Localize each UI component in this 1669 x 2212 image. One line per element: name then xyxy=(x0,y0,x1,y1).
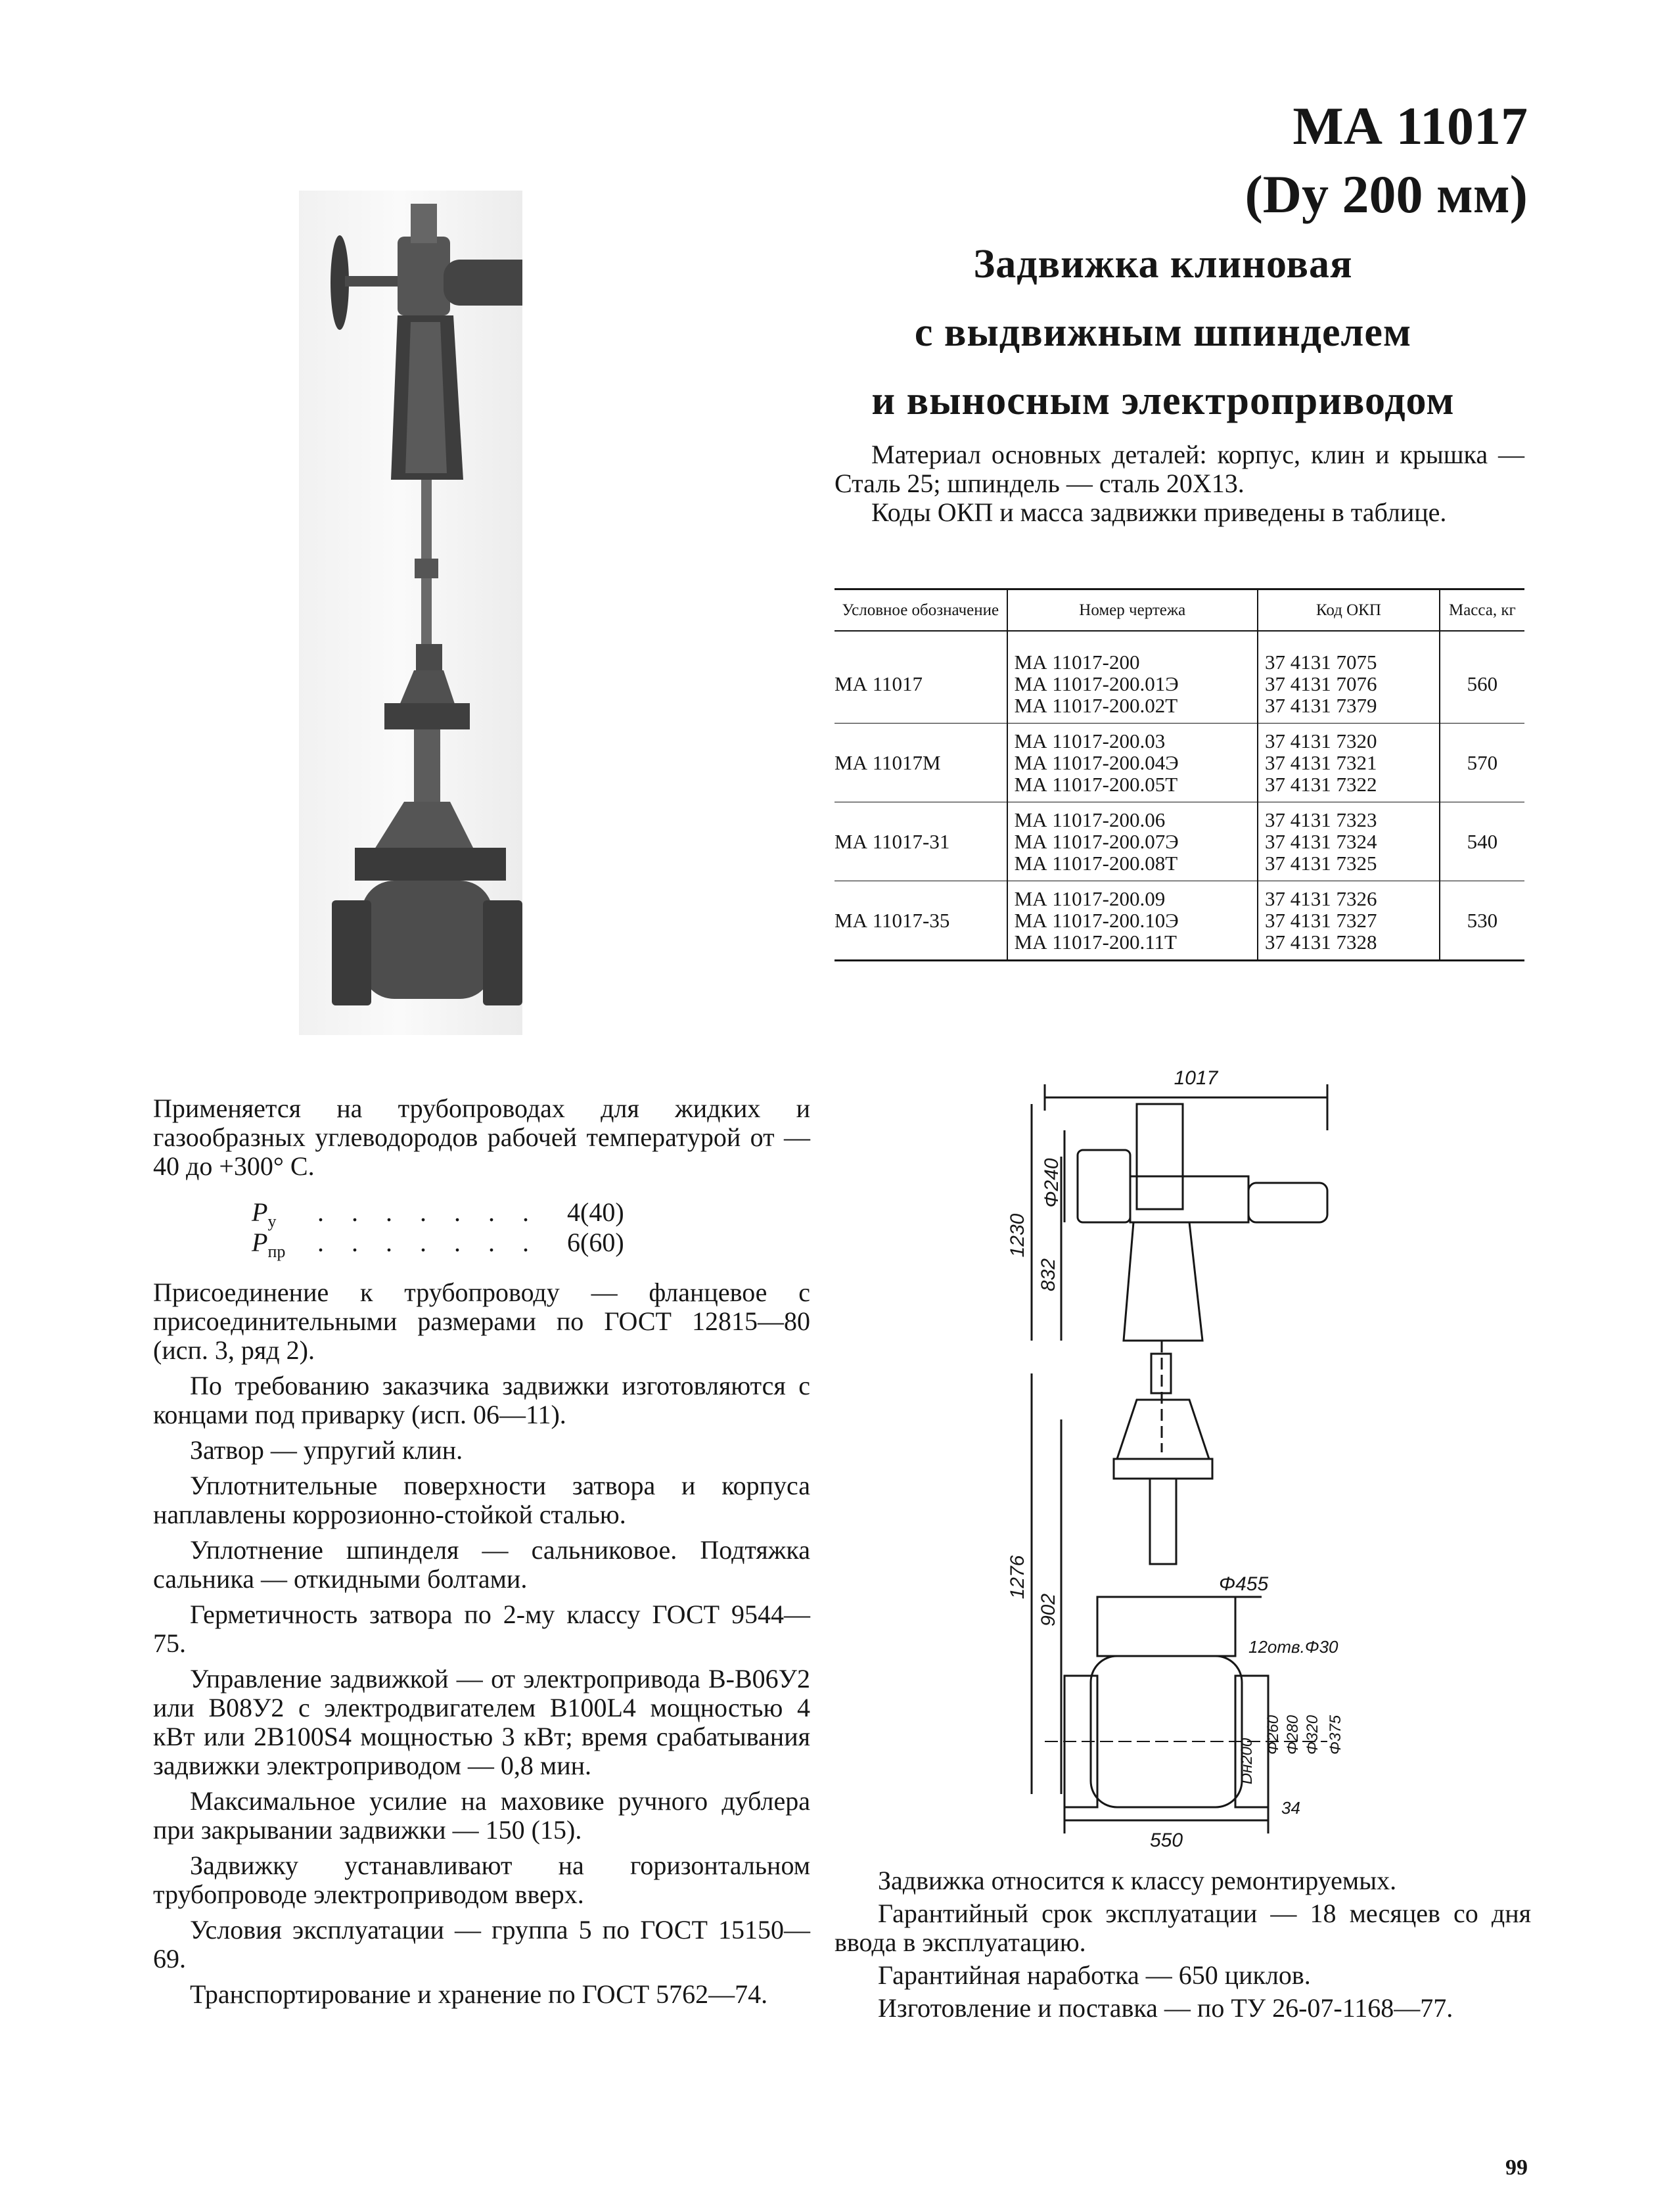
drawing-number: МА 11017-200.07Э xyxy=(1014,830,1179,853)
dim-label-d280: Φ280 xyxy=(1284,1715,1302,1755)
actuator-body xyxy=(1130,1176,1248,1222)
title-line-2: с выдвижным шпинделем xyxy=(914,310,1412,355)
table-row xyxy=(834,802,1524,881)
dim-label-902: 902 xyxy=(1038,1593,1059,1627)
connection-paragraph: Присоединение к трубопроводу — фланцевое с присоединительными размерами по ГОСТ 12815—80 (исп. 3, ряд 2). xyxy=(153,1278,810,1365)
cell-codes xyxy=(1258,881,1440,961)
nominal-diameter: (Dу 200 мм) xyxy=(1245,164,1528,224)
title-line-1: Задвижка клиновая xyxy=(973,242,1353,287)
drawing-number: МА 11017-200.01Э xyxy=(1014,672,1179,695)
cell-designation: МА 11017М xyxy=(834,724,1007,802)
tightness-paragraph: Герметичность затвора по 2-му классу ГОСТ 9544—75. xyxy=(153,1600,810,1658)
dim-label-832: 832 xyxy=(1038,1258,1059,1292)
page-number: 99 xyxy=(1505,2155,1528,2180)
okp-code: 37 4131 7321 xyxy=(1264,751,1377,774)
dim-label-d320: Φ320 xyxy=(1304,1715,1321,1755)
gland-shape xyxy=(1150,1479,1176,1564)
drawing-number: МА 11017-200.05Т xyxy=(1014,773,1178,796)
leader-dots: . . . . . . . xyxy=(317,1197,539,1227)
welding-ends-paragraph: По требованию заказчика задвижки изготовляются с концами под приварку (исп. 06—11). xyxy=(153,1371,810,1429)
yoke-flange xyxy=(1114,1459,1212,1479)
table-row xyxy=(834,881,1524,961)
materials-paragraph: Материал основных деталей: корпус, клин и крышка — Сталь 25; шпиндель — сталь 20Х13. xyxy=(834,440,1524,498)
stem-seal-paragraph: Уплотнение шпинделя — сальниковое. Подтяжка сальника — откидными болтами. xyxy=(153,1535,810,1594)
drawing-number: МА 11017-200.08Т xyxy=(1014,852,1178,875)
cell-drawings xyxy=(1007,881,1258,961)
col-header-designation: Условное обозначение xyxy=(834,589,1007,632)
cycles-paragraph: Гарантийная наработка — 650 циклов. xyxy=(878,1960,1311,1990)
dim-label-d260: Φ260 xyxy=(1264,1715,1282,1755)
body-shape xyxy=(1091,1656,1242,1807)
pressure-py xyxy=(252,1197,810,1231)
py-value: 4(40) xyxy=(567,1197,624,1227)
okp-code: 37 4131 7325 xyxy=(1264,852,1377,875)
cell-drawings xyxy=(1007,724,1258,802)
okp-code: 37 4131 7328 xyxy=(1264,931,1377,954)
cell-drawings xyxy=(1007,802,1258,881)
valve-photo-illustration xyxy=(299,191,522,1035)
bonnet-shape xyxy=(1097,1597,1235,1656)
yoke-shape xyxy=(1117,1400,1209,1459)
motor-shape xyxy=(1248,1183,1327,1222)
cell-mass: 540 xyxy=(1440,802,1524,881)
dim-label-1276: 1276 xyxy=(1007,1555,1028,1600)
cell-codes xyxy=(1258,631,1440,724)
repairable-paragraph: Задвижка относится к классу ремонтируемых. xyxy=(878,1866,1397,1895)
intro-section xyxy=(834,440,1524,527)
cell-mass: 570 xyxy=(1440,724,1524,802)
left-column xyxy=(153,1094,810,2016)
col-header-okp: Код ОКП xyxy=(1258,589,1440,632)
dim-label-holes: 12отв.Φ30 xyxy=(1248,1637,1338,1657)
transport-paragraph: Транспортирование и хранение по ГОСТ 5762—74. xyxy=(190,1979,768,2009)
warranty-paragraph: Гарантийный срок эксплуатации — 18 месяцев со дня ввода в эксплуатацию. xyxy=(834,1899,1531,1957)
dim-label-550: 550 xyxy=(1149,1830,1183,1851)
ppr-symbol: $P_{пр}$ xyxy=(252,1228,286,1261)
cell-designation: МА 11017-35 xyxy=(834,881,1007,961)
okp-code: 37 4131 7327 xyxy=(1264,909,1377,932)
cell-mass: 560 xyxy=(1440,631,1524,724)
okp-code: 37 4131 7075 xyxy=(1264,651,1377,674)
right-column xyxy=(834,1866,1531,2027)
drawing-number: МА 11017-200 xyxy=(1014,651,1140,674)
spec-table xyxy=(834,588,1524,961)
py-symbol: $P_у$ xyxy=(252,1197,277,1231)
ppr-value: 6(60) xyxy=(567,1228,624,1257)
operating-conditions-paragraph: Условия эксплуатации — группа 5 по ГОСТ 15150—69. xyxy=(153,1915,810,1973)
okp-code: 37 4131 7379 xyxy=(1264,694,1377,717)
application-paragraph: Применяется на трубопроводах для жидких и газообразных углеводородов рабочей температурой от —40 до +300° С. xyxy=(153,1094,810,1181)
okp-code: 37 4131 7322 xyxy=(1264,773,1377,796)
valve-photo xyxy=(299,191,522,1035)
pressure-list xyxy=(252,1197,810,1261)
col-header-drawing: Номер чертежа xyxy=(1007,589,1258,632)
dim-label-34: 34 xyxy=(1281,1798,1300,1818)
drawing-number: МА 11017-200.09 xyxy=(1014,887,1166,910)
cell-drawings xyxy=(1007,631,1258,724)
drawing-number: МА 11017-200.04Э xyxy=(1014,751,1179,774)
leader-dots: . . . . . . . xyxy=(317,1228,539,1257)
sealing-surfaces-paragraph: Уплотнительные поверхности затвора и корпуса наплавлены коррозионно-стойкой сталью. xyxy=(153,1471,810,1529)
handwheel-shape xyxy=(1078,1150,1130,1222)
okp-code: 37 4131 7324 xyxy=(1264,830,1377,853)
okp-code: 37 4131 7320 xyxy=(1264,729,1377,752)
dim-label-d455: Φ455 xyxy=(1219,1573,1269,1595)
max-force-paragraph: Максимальное усилие на маховике ручного дублера при закрывании задвижки — 150 (15). xyxy=(153,1786,810,1845)
gate-paragraph: Затвор — упругий клин. xyxy=(190,1435,463,1465)
table-row xyxy=(834,631,1524,724)
manufacture-paragraph: Изготовление и поставка — по ТУ 26-07-1168—77. xyxy=(878,1993,1453,2023)
cell-mass: 530 xyxy=(1440,881,1524,961)
actuator-housing xyxy=(1137,1104,1183,1209)
model-number: МА 11017 xyxy=(1292,96,1528,156)
dim-label-d375: Φ375 xyxy=(1327,1715,1344,1755)
title-line-3: и выносным электроприводом xyxy=(871,379,1455,423)
cell-designation: МА 11017 xyxy=(834,631,1007,724)
cell-codes xyxy=(1258,802,1440,881)
drawing-number: МА 11017-200.03 xyxy=(1014,729,1166,752)
table-row xyxy=(834,724,1524,802)
dim-label-dn200: Dн200 xyxy=(1238,1738,1256,1785)
installation-paragraph: Задвижку устанавливают на горизонтальном трубопроводе электроприводом вверх. xyxy=(153,1851,810,1909)
okp-code: 37 4131 7323 xyxy=(1264,808,1377,831)
dim-label-1017: 1017 xyxy=(1174,1067,1218,1089)
document-header xyxy=(1245,92,1528,229)
drawing-number: МА 11017-200.10Э xyxy=(1014,909,1179,932)
drawing-number: МА 11017-200.06 xyxy=(1014,808,1166,831)
valve-dimension-drawing xyxy=(999,1051,1367,1860)
bracket-shape xyxy=(1124,1222,1202,1341)
cell-codes xyxy=(1258,724,1440,802)
dim-label-d240: Φ240 xyxy=(1041,1158,1063,1208)
drawing-number: МА 11017-200.02Т xyxy=(1014,694,1178,717)
product-title xyxy=(808,230,1518,435)
cell-designation: МА 11017-31 xyxy=(834,802,1007,881)
table-header-row xyxy=(834,589,1524,632)
okp-code: 37 4131 7076 xyxy=(1264,672,1377,695)
dim-label-1230: 1230 xyxy=(1007,1213,1028,1258)
okp-code: 37 4131 7326 xyxy=(1264,887,1377,910)
drawing-number: МА 11017-200.11Т xyxy=(1014,931,1177,954)
pressure-ppr xyxy=(252,1228,810,1261)
control-paragraph: Управление задвижкой — от электропривода В-В06У2 или В08У2 с электродвигателем В100L4 мощностью 4 кВт или 2В100S4 мощностью 3 кВт; время срабатывания задвижки электроприводом — 0,8 мин. xyxy=(153,1664,810,1780)
col-header-mass: Масса, кг xyxy=(1440,589,1524,632)
codes-note-paragraph: Коды ОКП и масса задвижки приведены в таблице. xyxy=(871,497,1447,527)
